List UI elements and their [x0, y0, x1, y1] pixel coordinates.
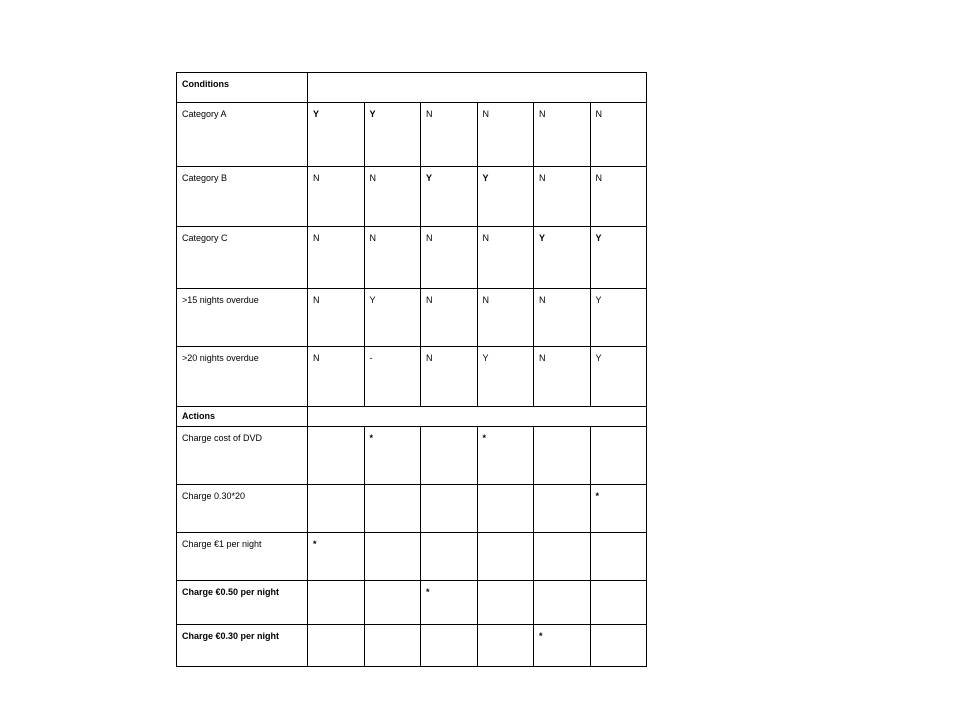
- action-cell: [364, 625, 421, 667]
- condition-cell: N: [534, 103, 591, 167]
- condition-cell: N: [308, 227, 365, 289]
- action-cell: [477, 533, 534, 581]
- action-row: [177, 427, 647, 485]
- condition-cell: N: [421, 289, 478, 347]
- action-cell: [477, 427, 534, 485]
- action-cell: [534, 533, 591, 581]
- condition-cell: Y: [590, 347, 647, 407]
- action-cell: [421, 485, 478, 533]
- actions-header: Actions: [177, 407, 308, 427]
- condition-row: [177, 347, 647, 407]
- action-row: [177, 533, 647, 581]
- condition-row: [177, 167, 647, 227]
- condition-cell: N: [421, 103, 478, 167]
- action-cell: [590, 485, 647, 533]
- condition-cell: Y: [534, 227, 591, 289]
- action-cell: [534, 427, 591, 485]
- condition-cell: Y: [477, 167, 534, 227]
- actions-header-span: [308, 407, 647, 427]
- action-cell: [534, 625, 591, 667]
- action-cell: [590, 581, 647, 625]
- condition-cell: N: [590, 167, 647, 227]
- condition-cell: N: [421, 347, 478, 407]
- conditions-header-row: [177, 73, 647, 103]
- action-cell: [534, 485, 591, 533]
- action-cell: [421, 625, 478, 667]
- action-cell: [308, 533, 365, 581]
- conditions-header: Conditions: [177, 73, 308, 103]
- action-label: Charge €0.30 per night: [177, 625, 308, 667]
- action-mark: *: [426, 587, 430, 597]
- action-cell: [308, 625, 365, 667]
- condition-cell: N: [477, 227, 534, 289]
- action-row: [177, 581, 647, 625]
- condition-cell: Y: [364, 289, 421, 347]
- condition-cell: N: [308, 289, 365, 347]
- action-row: [177, 625, 647, 667]
- action-mark: *: [313, 539, 317, 549]
- action-cell: [477, 485, 534, 533]
- condition-cell: Y: [421, 167, 478, 227]
- action-label: Charge cost of DVD: [177, 427, 308, 485]
- action-cell: [308, 485, 365, 533]
- action-cell: [534, 581, 591, 625]
- action-cell: [421, 581, 478, 625]
- condition-label: Category B: [177, 167, 308, 227]
- action-label: Charge 0.30*20: [177, 485, 308, 533]
- condition-row: [177, 227, 647, 289]
- condition-label: >20 nights overdue: [177, 347, 308, 407]
- action-row: [177, 485, 647, 533]
- condition-cell: N: [364, 227, 421, 289]
- condition-cell: Y: [477, 347, 534, 407]
- action-cell: [590, 427, 647, 485]
- condition-cell: N: [534, 347, 591, 407]
- action-label: Charge €0.50 per night: [177, 581, 308, 625]
- action-label: Charge €1 per night: [177, 533, 308, 581]
- action-cell: [590, 533, 647, 581]
- decision-table-body: [177, 73, 647, 667]
- condition-cell: -: [364, 347, 421, 407]
- action-cell: [421, 533, 478, 581]
- condition-cell: Y: [590, 227, 647, 289]
- action-mark: *: [595, 491, 600, 501]
- action-cell: [364, 485, 421, 533]
- action-cell: [477, 625, 534, 667]
- condition-cell: Y: [364, 103, 421, 167]
- condition-cell: N: [477, 103, 534, 167]
- condition-cell: N: [477, 289, 534, 347]
- condition-cell: N: [534, 289, 591, 347]
- action-cell: [308, 581, 365, 625]
- condition-cell: Y: [590, 289, 647, 347]
- condition-cell: N: [364, 167, 421, 227]
- action-cell: [364, 581, 421, 625]
- condition-label: Category C: [177, 227, 308, 289]
- condition-cell: N: [308, 167, 365, 227]
- conditions-header-span: [308, 73, 647, 103]
- action-cell: [421, 427, 478, 485]
- action-cell: [308, 427, 365, 485]
- condition-row: [177, 289, 647, 347]
- condition-label: >15 nights overdue: [177, 289, 308, 347]
- decision-table: [176, 72, 647, 667]
- condition-cell: N: [590, 103, 647, 167]
- action-cell: [590, 625, 647, 667]
- actions-header-row: [177, 407, 647, 427]
- action-mark: *: [369, 433, 374, 443]
- action-cell: [477, 581, 534, 625]
- action-mark: *: [482, 433, 487, 443]
- condition-row: [177, 103, 647, 167]
- condition-cell: N: [308, 347, 365, 407]
- action-cell: [364, 427, 421, 485]
- condition-cell: Y: [308, 103, 365, 167]
- condition-cell: N: [421, 227, 478, 289]
- action-cell: [364, 533, 421, 581]
- condition-cell: N: [534, 167, 591, 227]
- condition-label: Category A: [177, 103, 308, 167]
- action-mark: *: [539, 631, 543, 641]
